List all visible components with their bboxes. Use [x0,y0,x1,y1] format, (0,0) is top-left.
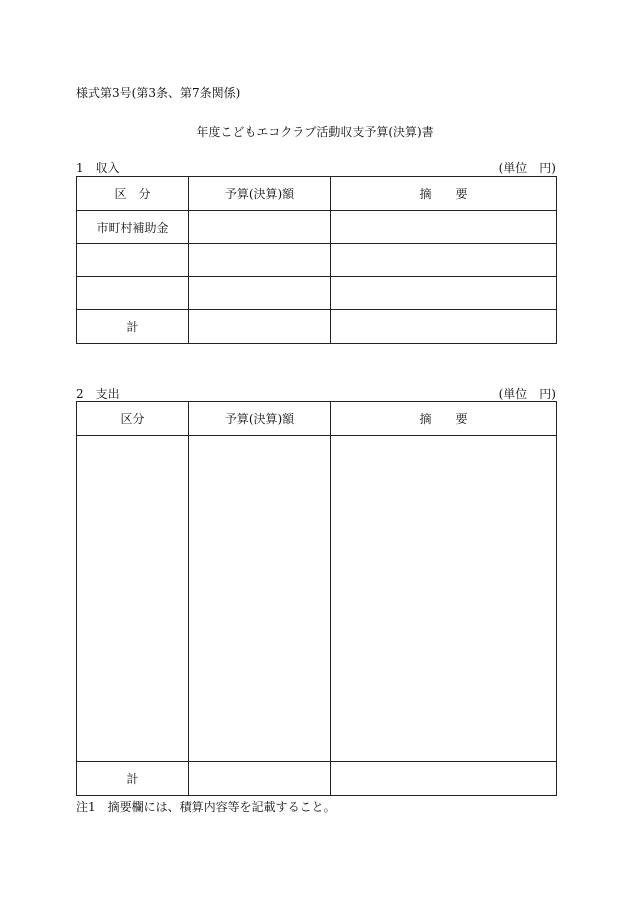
expense-total-row [77,762,557,796]
form-number: 様式第3号(第3条、第7条関係) [76,86,241,100]
income-row-category [77,244,189,277]
expense-header-category: 区分 [77,402,189,436]
income-row [77,211,557,244]
expense-total-amount [189,762,331,796]
footnote: 注1 摘要欄には、積算内容等を記載すること。 [76,800,336,814]
expense-unit-label: (単位 円) [498,387,556,401]
income-row-remarks [331,277,557,310]
income-total-label: 計 [77,310,189,344]
expense-header-remarks: 摘 要 [331,402,557,436]
income-header-amount: 予算(決算)額 [189,177,331,211]
expense-table [76,401,557,796]
income-header-category: 区 分 [77,177,189,211]
income-total-amount [189,310,331,344]
income-row-amount [189,211,331,244]
income-row-remarks [331,211,557,244]
document-title: 年度こどもエコクラブ活動収支予算(決算)書 [196,125,434,139]
income-row-amount [189,277,331,310]
income-row-remarks [331,244,557,277]
income-row [77,244,557,277]
expense-header-row [77,402,557,436]
income-row-amount [189,244,331,277]
income-row-category: 市町村補助金 [77,211,189,244]
expense-category-cell [77,436,189,762]
expense-header-amount: 予算(決算)額 [189,402,331,436]
income-row [77,277,557,310]
income-table [76,176,557,344]
income-section-label: 1 収入 [76,161,120,175]
income-total-remarks [331,310,557,344]
expense-section-label: 2 支出 [76,387,120,401]
expense-remarks-cell [331,436,557,762]
income-total-row [77,310,557,344]
income-row-category [77,277,189,310]
expense-body-row [77,436,557,762]
expense-total-label: 計 [77,762,189,796]
income-header-remarks: 摘 要 [331,177,557,211]
expense-amount-cell [189,436,331,762]
expense-total-remarks [331,762,557,796]
income-unit-label: (単位 円) [498,161,556,175]
income-header-row [77,177,557,211]
